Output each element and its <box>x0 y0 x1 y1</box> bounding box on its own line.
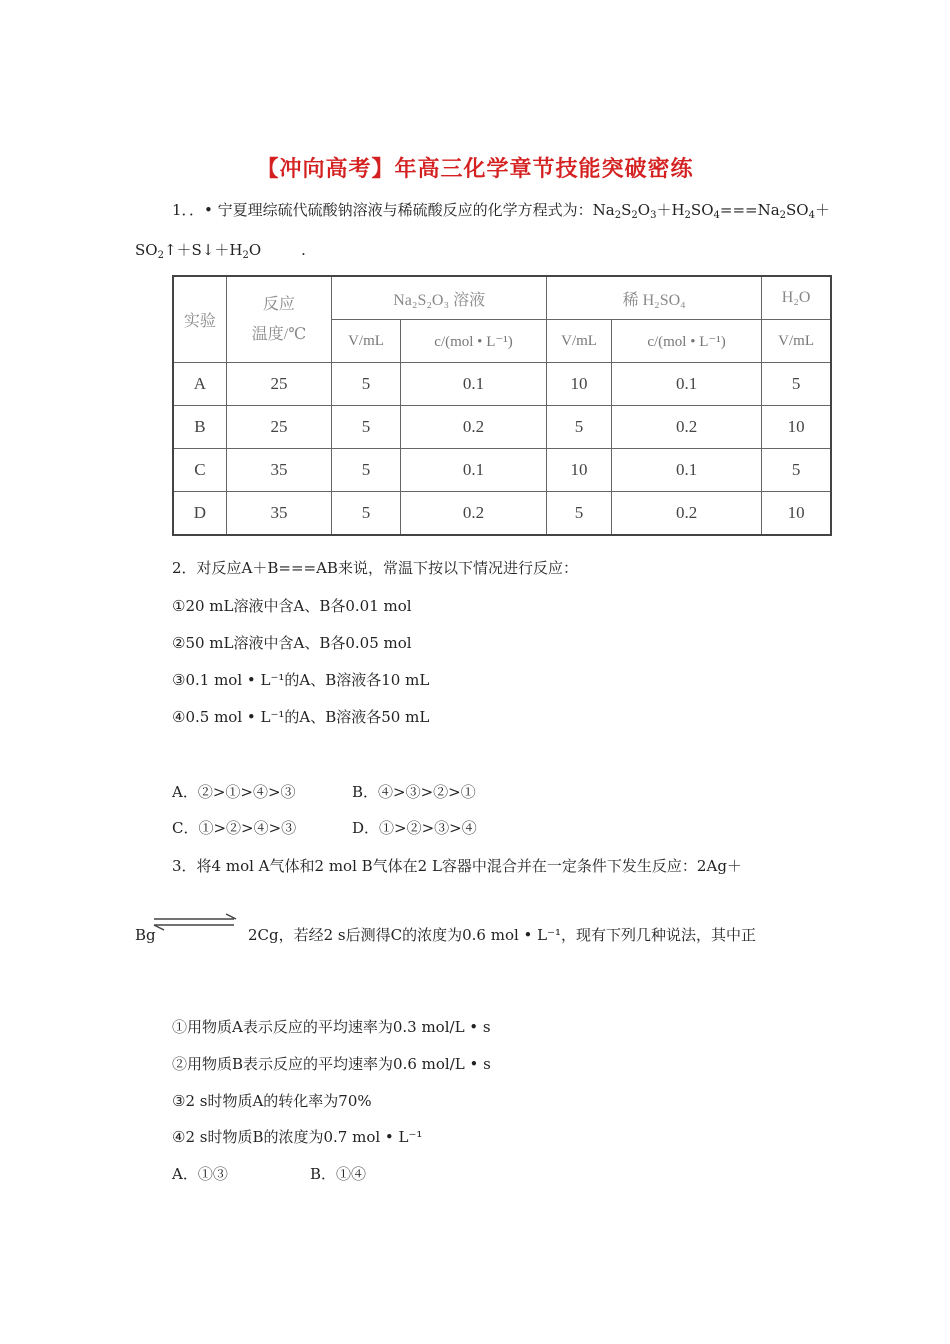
table-row <box>173 363 831 406</box>
q2-item-2: ②50 mL溶液中含A、B各0.05 mol <box>172 634 412 652</box>
q2-option-a: A．②>①>④>③ <box>172 783 296 801</box>
q3-stem: 3．将4 mol A气体和2 mol B气体在2 L容器中混合并在一定条件下发生反应：2Ag＋ <box>172 857 742 875</box>
cell-v2: 5 <box>547 406 612 449</box>
equilibrium-arrows-icon <box>150 912 240 932</box>
table-row <box>173 406 831 449</box>
q3-option-b: B．①④ <box>310 1165 367 1183</box>
q2-item-3: ③0.1 mol • L⁻¹的A、B溶液各10 mL <box>172 671 430 689</box>
cell-v3: 10 <box>762 492 831 536</box>
q2-option-c: C．①>②>④>③ <box>172 819 297 837</box>
experiment-table <box>172 275 832 536</box>
cell-c2: 0.1 <box>611 363 761 406</box>
header-h2o: H₂O <box>762 276 831 320</box>
cell-v1: 5 <box>332 492 401 536</box>
cell-v3: 5 <box>762 449 831 492</box>
cell-temp: 35 <box>226 492 331 536</box>
q3-item-1: ①用物质A表示反应的平均速率为0.3 mol/L • s <box>172 1018 491 1036</box>
cell-v1: 5 <box>332 449 401 492</box>
cell-v1: 5 <box>332 406 401 449</box>
cell-c1: 0.1 <box>400 449 546 492</box>
header-experiment: 实验 <box>173 276 226 363</box>
header-h2so4: 稀 H₂SO₄ <box>547 276 762 320</box>
q3-option-a: A．①③ <box>172 1165 228 1183</box>
header-v-3: V/mL <box>762 320 831 363</box>
cell-exp: C <box>173 449 226 492</box>
q1-line2: $SO_2↑+S↓+H_2O$ . <box>135 241 306 261</box>
q2-option-b: B．④>③>②>① <box>352 783 476 801</box>
header-c-2: c/(mol • L⁻¹) <box>611 320 761 363</box>
cell-v2: 10 <box>547 363 612 406</box>
cell-temp: 25 <box>226 363 331 406</box>
cell-exp: D <box>173 492 226 536</box>
q3-eq-right: 2Cg，若经2 s后测得C的浓度为0.6 mol • L⁻¹，现有下列几种说法，其中正 <box>248 926 757 944</box>
q3-item-4: ④2 s时物质B的浓度为0.7 mol • L⁻¹ <box>172 1128 423 1146</box>
cell-v2: 5 <box>547 492 612 536</box>
header-v-2: V/mL <box>547 320 612 363</box>
cell-c1: 0.2 <box>400 492 546 536</box>
cell-v1: 5 <box>332 363 401 406</box>
cell-v2: 10 <box>547 449 612 492</box>
cell-c2: 0.1 <box>611 449 761 492</box>
q2-item-4: ④0.5 mol • L⁻¹的A、B溶液各50 mL <box>172 708 430 726</box>
header-v-1: V/mL <box>332 320 401 363</box>
q3-item-3: ③2 s时物质A的转化率为70% <box>172 1092 372 1110</box>
q2-item-1: ①20 mL溶液中含A、B各0.01 mol <box>172 597 412 615</box>
table-row <box>173 492 831 536</box>
q2-option-d: D．①>②>③>④ <box>352 819 477 837</box>
header-temperature: 反应 温度/℃ <box>226 276 331 363</box>
q3-item-2: ②用物质B表示反应的平均速率为0.6 mol/L • s <box>172 1055 491 1073</box>
table-row <box>173 449 831 492</box>
cell-c1: 0.2 <box>400 406 546 449</box>
q1-line1: 1．．• 宁夏理综硫代硫酸钠溶液与稀硫酸反应的化学方程式为：$Na_2S_2O_3+H_2SO_4===Na_2SO_4+$ <box>172 201 830 221</box>
cell-temp: 25 <box>226 406 331 449</box>
cell-c1: 0.1 <box>400 363 546 406</box>
header-c-1: c/(mol • L⁻¹) <box>400 320 546 363</box>
cell-c2: 0.2 <box>611 406 761 449</box>
cell-temp: 35 <box>226 449 331 492</box>
header-na2s2o3: Na₂S₂O₃ 溶液 <box>332 276 547 320</box>
cell-exp: A <box>173 363 226 406</box>
cell-v3: 10 <box>762 406 831 449</box>
cell-exp: B <box>173 406 226 449</box>
cell-v3: 5 <box>762 363 831 406</box>
page-title: 【冲向高考】年高三化学章节技能突破密练 <box>256 156 694 182</box>
q2-stem: 2．对反应A＋B===AB来说，常温下按以下情况进行反应： <box>172 559 578 577</box>
cell-c2: 0.2 <box>611 492 761 536</box>
q3-eq-left: Bg <box>135 926 156 944</box>
